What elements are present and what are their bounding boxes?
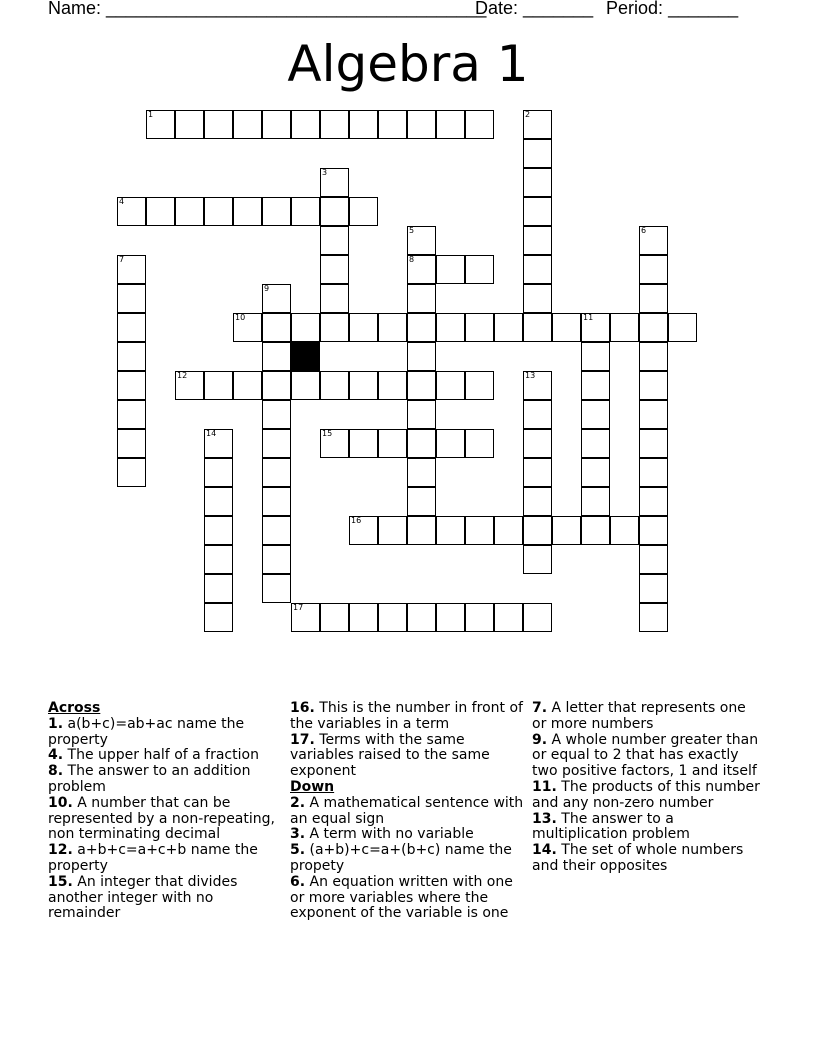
grid-cell[interactable]	[378, 429, 407, 458]
clue-down-3: 3. A term with no variable	[290, 826, 474, 843]
grid-cell[interactable]	[581, 458, 610, 487]
grid-cell[interactable]	[262, 110, 291, 139]
grid-cell[interactable]	[523, 284, 552, 313]
grid-cell[interactable]	[117, 284, 146, 313]
grid-cell[interactable]	[117, 429, 146, 458]
clue-number: 11	[583, 313, 594, 322]
grid-cell[interactable]	[610, 516, 639, 545]
grid-cell[interactable]	[407, 255, 436, 284]
grid-cell[interactable]	[262, 313, 291, 342]
grid-cell[interactable]	[407, 313, 436, 342]
grid-cell[interactable]	[233, 313, 262, 342]
clue-number: 12	[177, 371, 188, 380]
grid-cell[interactable]	[523, 516, 552, 545]
grid-cell[interactable]	[262, 545, 291, 574]
clue-number: 2	[525, 110, 531, 119]
grid-cell[interactable]	[146, 197, 175, 226]
grid-cell[interactable]	[117, 342, 146, 371]
grid-cell[interactable]	[639, 342, 668, 371]
grid-cell[interactable]	[494, 516, 523, 545]
grid-cell[interactable]	[494, 313, 523, 342]
grid-cell[interactable]	[639, 313, 668, 342]
grid-cell[interactable]	[117, 371, 146, 400]
grid-cell[interactable]	[204, 574, 233, 603]
grid-cell[interactable]	[262, 400, 291, 429]
grid-cell[interactable]	[436, 371, 465, 400]
grid-cell[interactable]	[378, 313, 407, 342]
page-title: Algebra 1	[287, 35, 529, 93]
grid-cell[interactable]	[204, 458, 233, 487]
grid-cell[interactable]	[436, 429, 465, 458]
grid-cell[interactable]	[262, 458, 291, 487]
grid-cell[interactable]	[204, 371, 233, 400]
clue-number: 9	[264, 284, 270, 293]
clue-number: 3	[322, 168, 328, 177]
grid-cell[interactable]	[523, 110, 552, 139]
grid-cell[interactable]	[523, 371, 552, 400]
clue-down-7: 7. A letter that represents one or more numbers	[532, 700, 746, 732]
date-blank[interactable]: _______	[523, 0, 594, 18]
grid-cell[interactable]	[639, 545, 668, 574]
clue-number: 13	[525, 371, 536, 380]
grid-cell[interactable]	[262, 487, 291, 516]
grid-cell[interactable]	[436, 603, 465, 632]
grid-cell[interactable]	[262, 284, 291, 313]
grid-cell[interactable]	[204, 603, 233, 632]
grid-cell[interactable]	[204, 429, 233, 458]
clue-down-6: 6. An equation written with one or more variables where the exponent of the variable is one	[290, 873, 513, 922]
grid-cell[interactable]	[378, 110, 407, 139]
grid-cell[interactable]	[581, 516, 610, 545]
clue-number: 17	[293, 603, 304, 612]
clue-down-11: 11. The products of this number and any non-zero number	[532, 778, 760, 811]
grid-cell[interactable]	[581, 342, 610, 371]
grid-cell[interactable]	[204, 516, 233, 545]
grid-cell[interactable]	[407, 342, 436, 371]
clue-number: 5	[409, 226, 415, 235]
grid-cell[interactable]	[291, 603, 320, 632]
grid-cell[interactable]	[523, 313, 552, 342]
grid-cell[interactable]	[320, 226, 349, 255]
grid-cell[interactable]	[262, 574, 291, 603]
grid-cell[interactable]	[639, 226, 668, 255]
grid-cell[interactable]	[465, 313, 494, 342]
clue-down-5: 5. (a+b)+c=a+(b+c) name the propety	[290, 842, 512, 874]
grid-cell[interactable]	[349, 197, 378, 226]
grid-cell[interactable]	[552, 516, 581, 545]
grid-cell[interactable]	[581, 313, 610, 342]
grid-cell[interactable]	[262, 342, 291, 371]
period-label: Period:	[606, 0, 664, 18]
date-label: Date:	[475, 0, 519, 18]
grid-cell[interactable]	[581, 400, 610, 429]
grid-cell[interactable]	[639, 255, 668, 284]
clue-down-9: 9. A whole number greater than or equal to 2 that has exactly two positive factors, 1 and itself	[532, 731, 759, 780]
grid-cell[interactable]	[349, 313, 378, 342]
grid-cell[interactable]	[262, 429, 291, 458]
grid-cell[interactable]	[581, 429, 610, 458]
clue-number: 8	[409, 255, 415, 264]
grid-cell[interactable]	[291, 313, 320, 342]
grid-cell[interactable]	[523, 226, 552, 255]
grid-cell[interactable]	[175, 197, 204, 226]
grid-cell[interactable]	[639, 487, 668, 516]
clue-across-12: 12. a+b+c=a+c+b name the property	[48, 842, 258, 874]
grid-cell[interactable]	[552, 313, 581, 342]
grid-cell[interactable]	[523, 487, 552, 516]
shaded-cell	[291, 342, 320, 371]
clue-across-4: 4. The upper half of a fraction	[48, 747, 259, 764]
grid-cell[interactable]	[233, 371, 262, 400]
grid-cell[interactable]	[523, 139, 552, 168]
grid-cell[interactable]	[639, 458, 668, 487]
clue-across-16: 16. This is the number in front of the variables in a term	[290, 700, 523, 732]
grid-cell[interactable]	[407, 603, 436, 632]
grid-cell[interactable]	[262, 516, 291, 545]
name-label: Name:	[48, 0, 102, 18]
grid-cell[interactable]	[204, 487, 233, 516]
grid-cell[interactable]	[378, 603, 407, 632]
grid-cell[interactable]	[262, 197, 291, 226]
clue-number: 14	[206, 429, 217, 438]
grid-cell[interactable]	[204, 110, 233, 139]
grid-cell[interactable]	[349, 429, 378, 458]
grid-cell[interactable]	[465, 603, 494, 632]
grid-cell[interactable]	[523, 458, 552, 487]
grid-cell[interactable]	[320, 255, 349, 284]
grid-cell[interactable]	[523, 603, 552, 632]
grid-cell[interactable]	[407, 429, 436, 458]
grid-cell[interactable]	[436, 313, 465, 342]
clue-number: 1	[148, 110, 154, 119]
grid-cell[interactable]	[523, 545, 552, 574]
grid-cell[interactable]	[407, 226, 436, 255]
clue-number: 15	[322, 429, 333, 438]
clue-number: 4	[119, 197, 125, 206]
clue-across-1: 1. a(b+c)=ab+ac name the property	[48, 715, 245, 748]
grid-cell[interactable]	[320, 197, 349, 226]
grid-cell[interactable]	[407, 284, 436, 313]
grid-cell[interactable]	[581, 371, 610, 400]
name-blank[interactable]: ______________________________________	[106, 0, 487, 18]
grid-cell[interactable]	[523, 429, 552, 458]
clue-column-3	[532, 701, 762, 875]
grid-cell[interactable]	[465, 255, 494, 284]
grid-cell[interactable]	[494, 603, 523, 632]
grid-cell[interactable]	[639, 574, 668, 603]
grid-cell[interactable]	[320, 284, 349, 313]
clue-across-8: 8. The answer to an addition problem	[48, 763, 251, 795]
clue-down-2: 2. A mathematical sentence with an equal sign	[290, 794, 524, 827]
across-heading: Across	[48, 700, 101, 716]
grid-cell[interactable]	[117, 197, 146, 226]
grid-cell[interactable]	[146, 110, 175, 139]
grid-cell[interactable]	[233, 197, 262, 226]
grid-cell[interactable]	[465, 110, 494, 139]
grid-cell[interactable]	[291, 371, 320, 400]
grid-cell[interactable]	[465, 371, 494, 400]
clue-down-14: 14. The set of whole numbers and their opposites	[532, 842, 744, 874]
grid-cell[interactable]	[465, 516, 494, 545]
grid-cell[interactable]	[523, 255, 552, 284]
grid-cell[interactable]	[117, 458, 146, 487]
grid-cell[interactable]	[117, 313, 146, 342]
grid-cell[interactable]	[117, 400, 146, 429]
clue-number: 16	[351, 516, 362, 525]
clue-down-13: 13. The answer to a multiplication problem	[532, 810, 690, 843]
clue-across-17: 17. Terms with the same variables raised to the same exponent	[290, 731, 490, 780]
grid-cell[interactable]	[639, 429, 668, 458]
grid-cell[interactable]	[320, 168, 349, 197]
grid-cell[interactable]	[639, 284, 668, 313]
grid-cell[interactable]	[407, 458, 436, 487]
grid-cell[interactable]	[523, 400, 552, 429]
grid-cell[interactable]	[320, 429, 349, 458]
clue-across-10: 10. A number that can be represented by a non-repeating, non terminating decimal	[48, 794, 275, 843]
grid-cell[interactable]	[523, 168, 552, 197]
grid-cell[interactable]	[175, 110, 204, 139]
grid-cell[interactable]	[639, 516, 668, 545]
grid-cell[interactable]	[291, 197, 320, 226]
clue-number: 6	[641, 226, 647, 235]
grid-cell[interactable]	[407, 371, 436, 400]
grid-cell[interactable]	[407, 516, 436, 545]
grid-cell[interactable]	[320, 371, 349, 400]
grid-cell[interactable]	[320, 603, 349, 632]
grid-cell[interactable]	[204, 545, 233, 574]
clue-column-2	[290, 701, 526, 922]
grid-cell[interactable]	[378, 371, 407, 400]
grid-cell[interactable]	[436, 516, 465, 545]
grid-cell[interactable]	[581, 487, 610, 516]
grid-cell[interactable]	[204, 197, 233, 226]
down-heading: Down	[290, 778, 335, 795]
grid-cell[interactable]	[320, 110, 349, 139]
grid-cell[interactable]	[233, 110, 262, 139]
grid-cell[interactable]	[407, 487, 436, 516]
period-blank[interactable]: _______	[668, 0, 739, 18]
grid-cell[interactable]	[349, 110, 378, 139]
grid-cell[interactable]	[407, 400, 436, 429]
clue-number: 7	[119, 255, 125, 264]
grid-cell[interactable]	[639, 400, 668, 429]
grid-cell[interactable]	[262, 371, 291, 400]
grid-cell[interactable]	[349, 603, 378, 632]
grid-cell[interactable]	[668, 313, 697, 342]
grid-cell[interactable]	[436, 110, 465, 139]
clue-number: 10	[235, 313, 246, 322]
grid-cell[interactable]	[523, 197, 552, 226]
clue-column-1	[48, 701, 284, 922]
grid-cell[interactable]	[436, 255, 465, 284]
grid-cell[interactable]	[291, 110, 320, 139]
grid-cell[interactable]	[639, 371, 668, 400]
grid-cell[interactable]	[378, 516, 407, 545]
grid-cell[interactable]	[349, 371, 378, 400]
grid-cell[interactable]	[117, 255, 146, 284]
grid-cell[interactable]	[320, 313, 349, 342]
grid-cell[interactable]	[349, 516, 378, 545]
grid-cell[interactable]	[175, 371, 204, 400]
grid-cell[interactable]	[610, 313, 639, 342]
grid-cell[interactable]	[407, 110, 436, 139]
grid-cell[interactable]	[639, 603, 668, 632]
grid-cell[interactable]	[465, 429, 494, 458]
clue-across-15: 15. An integer that divides another integer with no remainder	[48, 873, 238, 922]
